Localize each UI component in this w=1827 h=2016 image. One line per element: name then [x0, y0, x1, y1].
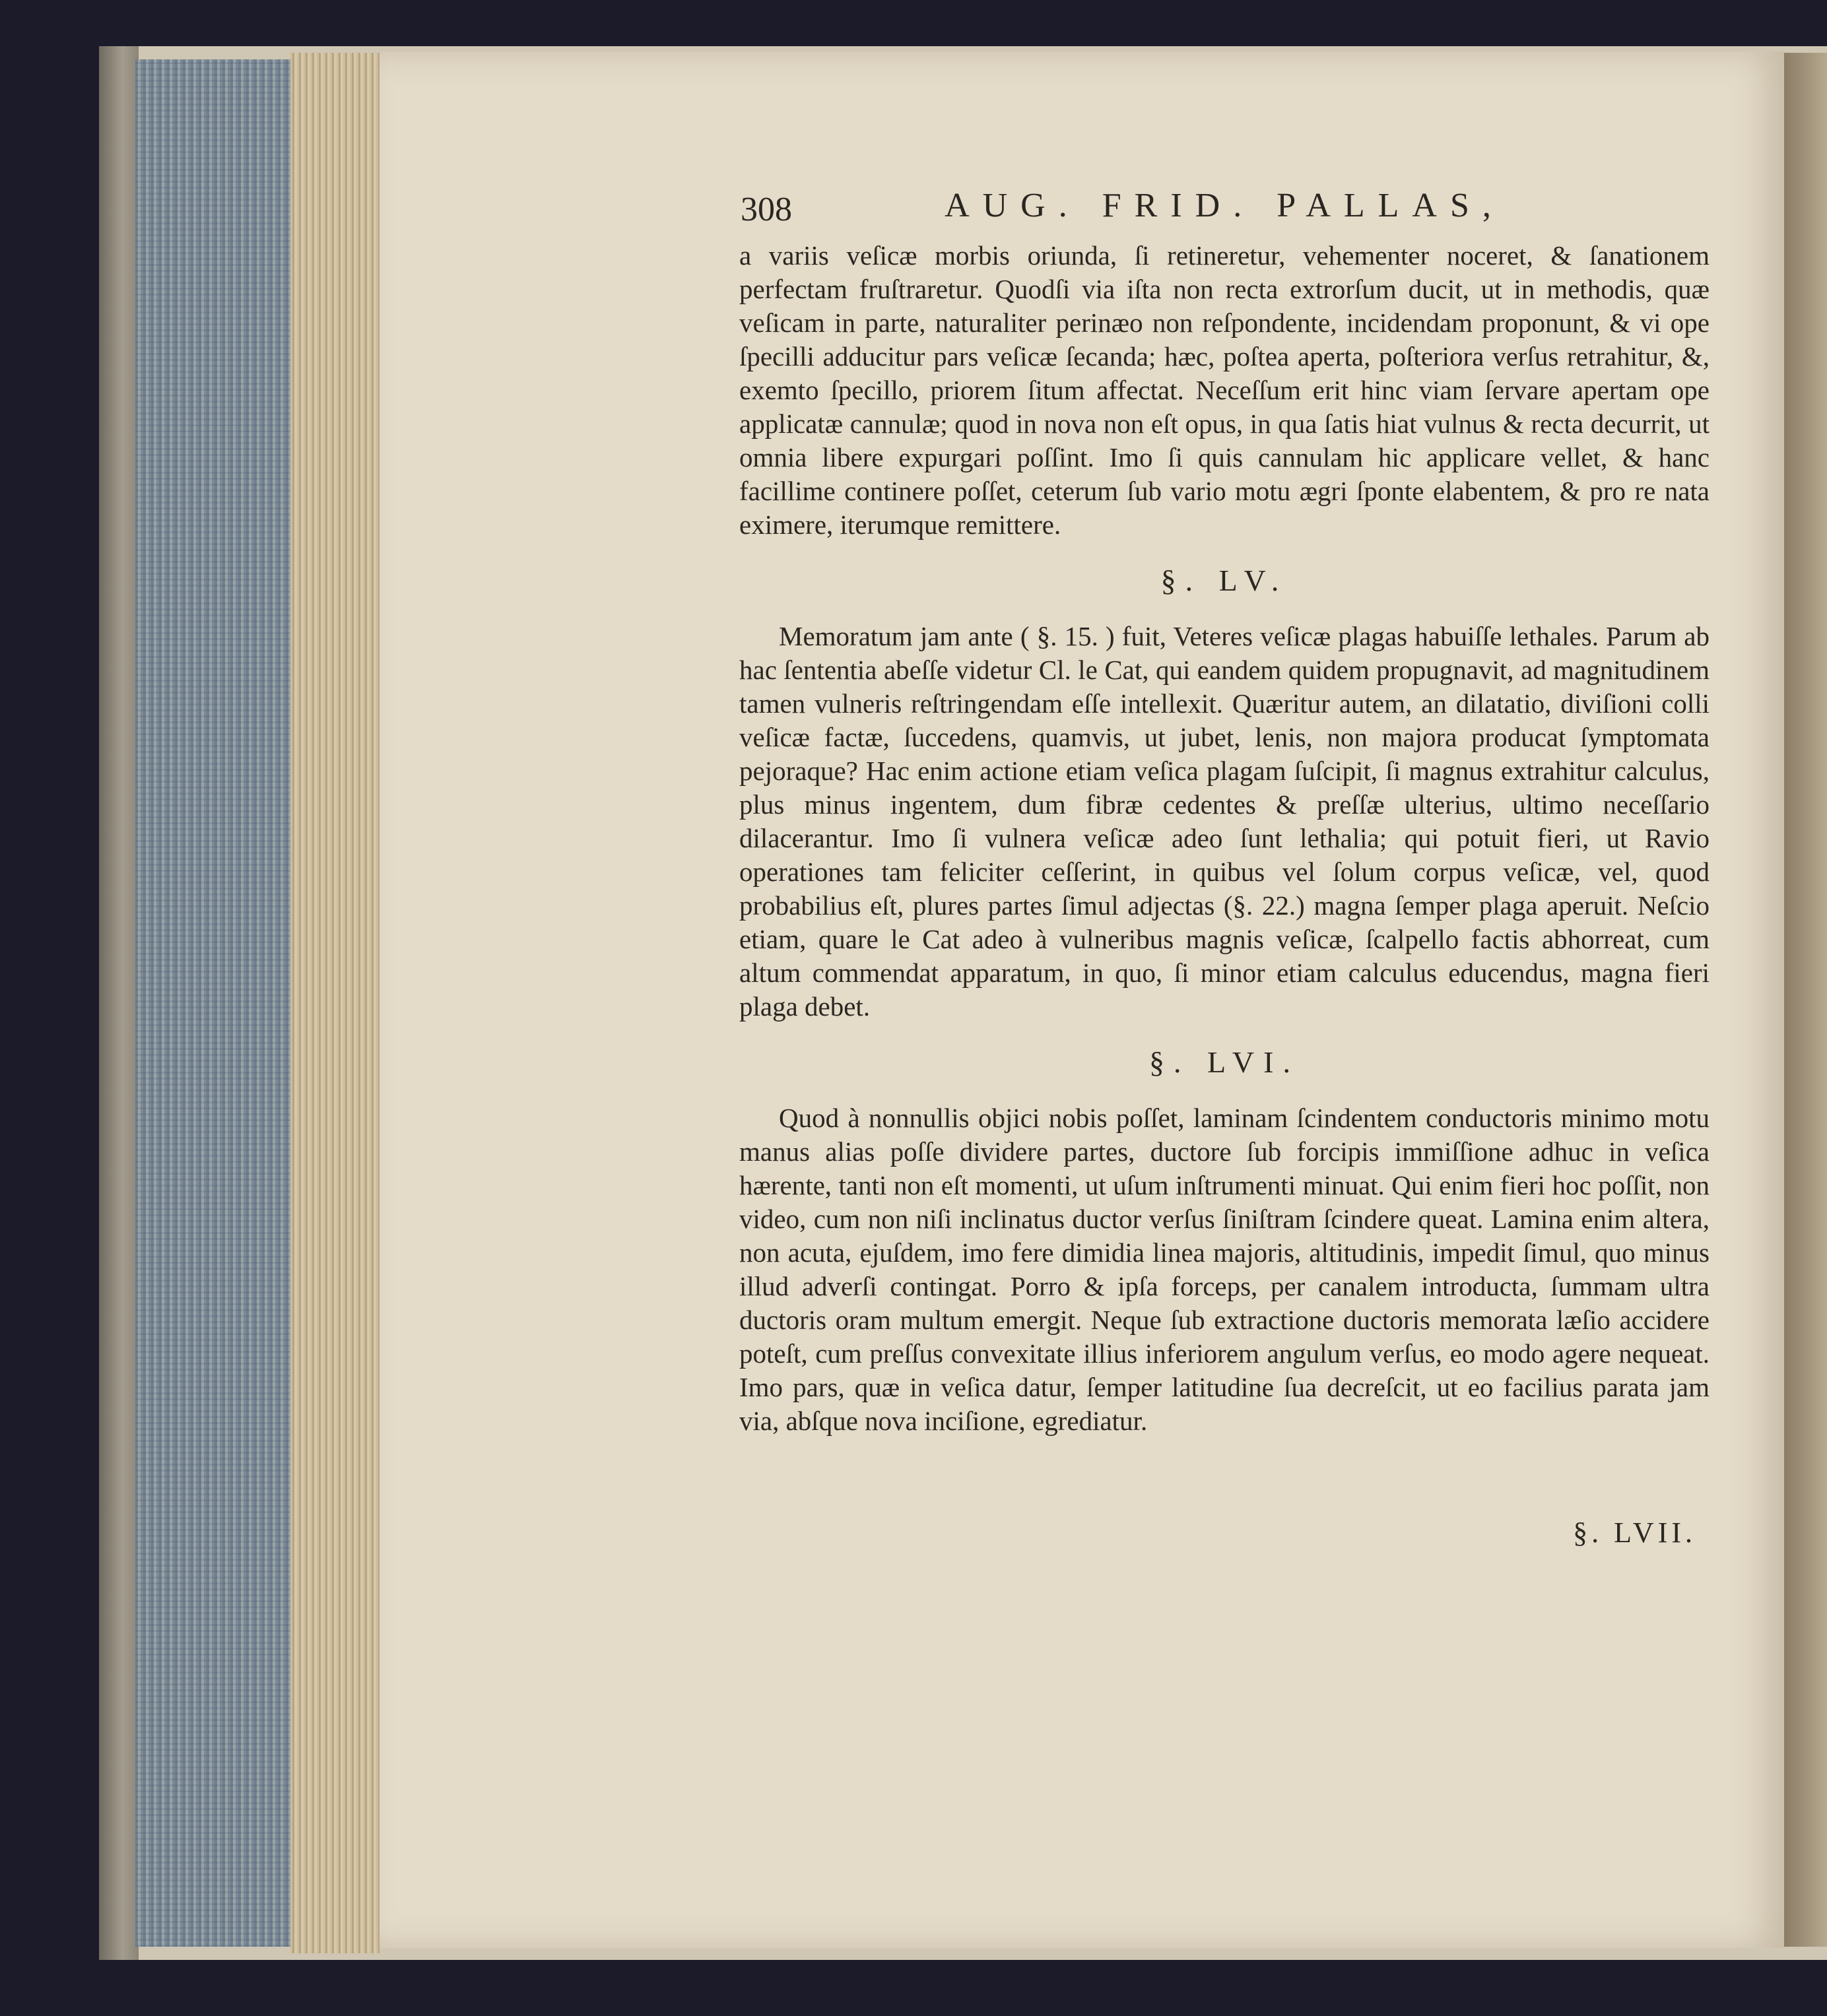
paragraph-continued: a variis veſicæ morbis oriunda, ſi retineretur, vehementer noceret, & ſanationem perfectam fruſtraretur. Quodſi via iſta non recta extrorſum ducit, ut in methodis, quæ veſicam in parte, naturaliter perinæo non reſpondente, incidendam proponunt, & vi ope ſpecilli adducitur pars veſicæ ſecanda; hæc, poſtea aperta, poſteriora verſus retrahitur, &, exemto ſpecillo, priorem ſitum affectat. Neceſſum erit hinc viam ſervare apertam ope applicatæ cannulæ; quod in nova non eſt opus, in qua ſatis hiat vulnus & recta decurrit, ut omnia libere expurgari poſſint. Imo ſi quis cannulam hic applicare vellet, & hanc facillime continere poſſet, ceterum ſub vario motu ægri ſponte elabentem, & pro re nata eximere, iterumque remittere.: [739, 240, 1710, 540]
paragraph-section-lv: Memoratum jam ante ( §. 15. ) fuit, Veteres veſicæ plagas habuiſſe lethales. Parum ab hac ſententia abeſſe videtur Cl. le Cat, qui eandem quidem propugnavit, ad magnitudinem tamen vulneris reſtringendam eſſe intellexit. Quæritur autem, an dilatatio, diviſioni colli veſicæ factæ, ſuccedens, quamvis, ut jubet, lenis, non majora producat ſymptomata pejoraque? Hac enim actione etiam veſica plagam ſuſcipit, ſi magnus extrahitur calculus, plus minus ingentem, dum fibræ cedentes & preſſæ ulterius, ultimo neceſſario dilacerantur. Imo ſi vulnera veſicæ adeo ſunt lethalia; qui potuit fieri, ut Ravio operationes tam feliciter ceſſerint, in quibus vel ſolum corpus veſicæ, vel, quod probabilius eſt, plures partes ſimul adjectas (§. 22.) magna ſemper plaga aperuit. Neſcio etiam, quare le Cat adeo à vulneribus magnis veſicæ, ſcalpello factis abhorreat, cum altum commendat apparatum, in quo, ſi minor etiam calculus educendus, magna fieri plaga debet.: [739, 621, 1710, 1022]
left-page-stack: [290, 53, 380, 1953]
page-block-edges: [135, 59, 290, 1947]
book-cover-edge: [99, 46, 139, 1960]
catchword: §. LVII.: [1573, 1516, 1696, 1549]
section-heading-lv: §. LV.: [1160, 564, 1288, 597]
running-head: [739, 186, 1710, 239]
paragraph-section-lvi: Quod à nonnullis objici nobis poſſet, laminam ſcindentem conductoris minimo motu manus alias poſſe dividere partes, ductore ſub forcipis immiſſione adhuc in veſica hærente, tanti non eſt momenti, ut uſum inſtrumenti minuat. Qui enim fieri hoc poſſit, non video, cum non niſi inclinatus ductor verſus ſiniſtram ſcindere queat. Lamina enim altera, non acuta, ejuſdem, imo fere dimidia linea majoris, altitudinis, impedit ſimul, quo minus illud adverſi contingat. Porro & ipſa forceps, per canalem introducta, ſummam ultra ductoris oram multum emergit. Neque ſub extractione ductoris memorata læſio accidere poteſt, cum preſſus convexitate illius inferiorem angulum verſus, eo modo agere nequeat. Imo pars, quæ in veſica datur, ſemper latitudine ſua decreſcit, ut eo facilius parata jam via, abſque nova inciſione, egrediatur.: [739, 1103, 1710, 1436]
facing-page-edge: [1784, 53, 1827, 1947]
section-heading-lvi: §. LVI.: [1149, 1045, 1300, 1079]
text-block: [739, 186, 1710, 1549]
page-number: 308: [741, 191, 792, 228]
running-title: AUG. FRID. PALLAS,: [945, 187, 1504, 224]
